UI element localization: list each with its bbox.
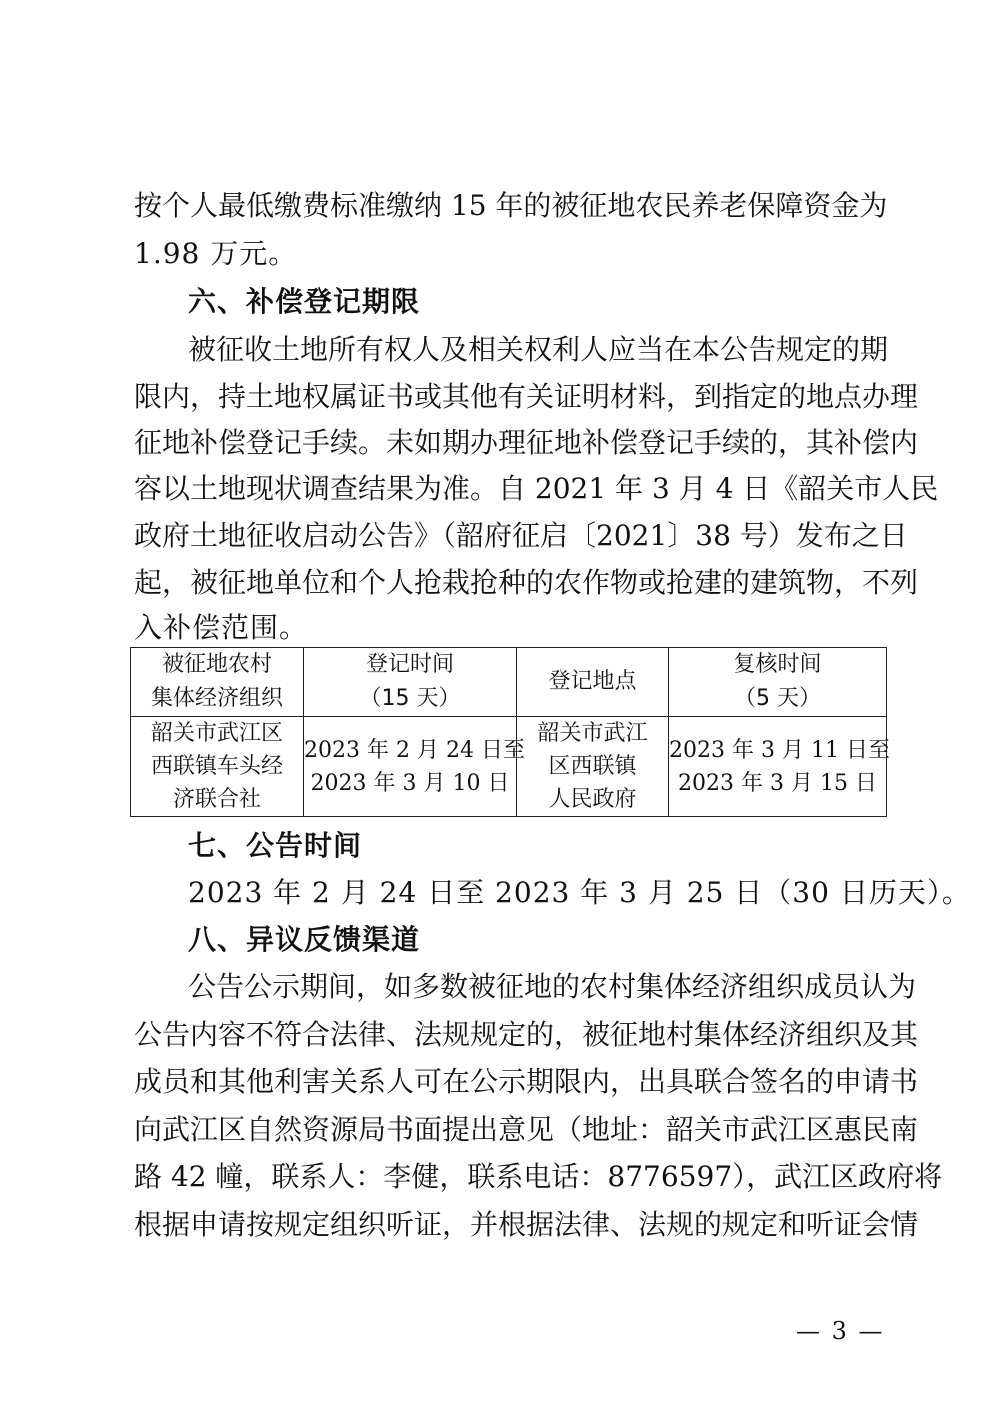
section-heading-6: 六、补偿登记期限 [188,285,421,318]
body-text-line: 限内，持土地权属证书或其他有关证明材料，到指定的地点办理 [134,380,919,413]
body-text-line: 被征收土地所有权人及相关权利人应当在本公告规定的期 [188,333,889,366]
body-text-line: 按个人最低缴费标准缴纳 15 年的被征地农民养老保障资金为 [134,189,888,222]
section-heading-8: 八、异议反馈渠道 [188,923,421,956]
body-text-line: 政府土地征收启动公告》（韶府征启〔2021〕38 号）发布之日 [134,519,908,552]
section-heading-7: 七、公告时间 [188,829,363,862]
body-text-line: 公告内容不符合法律、法规规定的，被征地村集体经济组织及其 [134,1018,919,1051]
table-row [131,717,887,817]
header-text: 复核时间 [733,652,822,677]
body-text-line: 成员和其他利害关系人可在公示期限内，出具联合签名的申请书 [134,1065,919,1098]
header-text: 被征地农村 [161,652,272,677]
body-text-line: 根据申请按规定组织听证，并根据法律、法规的规定和听证会情 [134,1208,919,1241]
header-registration-place [517,648,669,717]
body-text-line: 起，被征地单位和个人抢栽抢种的农作物或抢建的建筑物，不列 [134,566,919,599]
cell-text: 区西联镇 [548,754,637,779]
cell-text: 西联镇车头经 [150,754,283,779]
cell-text: 2023 年 3 月 15 日 [678,770,877,796]
body-text-line: 路 42 幢，联系人：李健，联系电话：8776597），武江区政府将 [134,1160,943,1193]
cell-text: 2023 年 3 月 10 日 [310,770,510,796]
cell-collective-org [131,717,304,817]
cell-registration-place [517,717,669,817]
body-text-line: 公告公示期间，如多数被征地的农村集体经济组织成员认为 [188,970,917,1003]
header-registration-time [304,648,517,717]
body-text-line: 征地补偿登记手续。未如期办理征地补偿登记手续的，其补偿内 [134,426,919,459]
header-review-time [669,648,887,717]
cell-text: 2023 年 2 月 24 日至 [304,737,525,763]
header-collective-org [131,648,304,717]
header-text: 登记时间 [365,652,454,677]
header-text: （15 天） [359,686,461,711]
body-text-line: 容以土地现状调查结果为准。自 2021 年 3 月 4 日《韶关市人民 [134,472,939,505]
body-text-line: 入补偿范围。 [134,611,309,644]
body-text-line: 向武江区自然资源局书面提出意见（地址：韶关市武江区惠民南 [134,1113,919,1146]
header-text: 登记地点 [548,669,637,694]
cell-text: 2023 年 3 月 11 日至 [669,737,890,763]
cell-registration-time [304,717,525,817]
cell-text: 人民政府 [548,787,637,812]
cell-review-time [669,717,890,817]
registration-table [130,647,890,817]
cell-text: 济联合社 [172,787,261,812]
table-header-row [131,648,887,717]
body-text-line: 1.98 万元。 [134,237,298,270]
cell-text: 韶关市武江区 [150,721,283,746]
cell-text: 韶关市武江 [537,721,648,746]
page-number: — 3 — [796,1317,885,1345]
header-text: （5 天） [734,686,821,711]
header-text: 集体经济组织 [150,686,283,711]
body-text-line: 2023 年 2 月 24 日至 2023 年 3 月 25 日（30 日历天）。 [188,876,971,909]
